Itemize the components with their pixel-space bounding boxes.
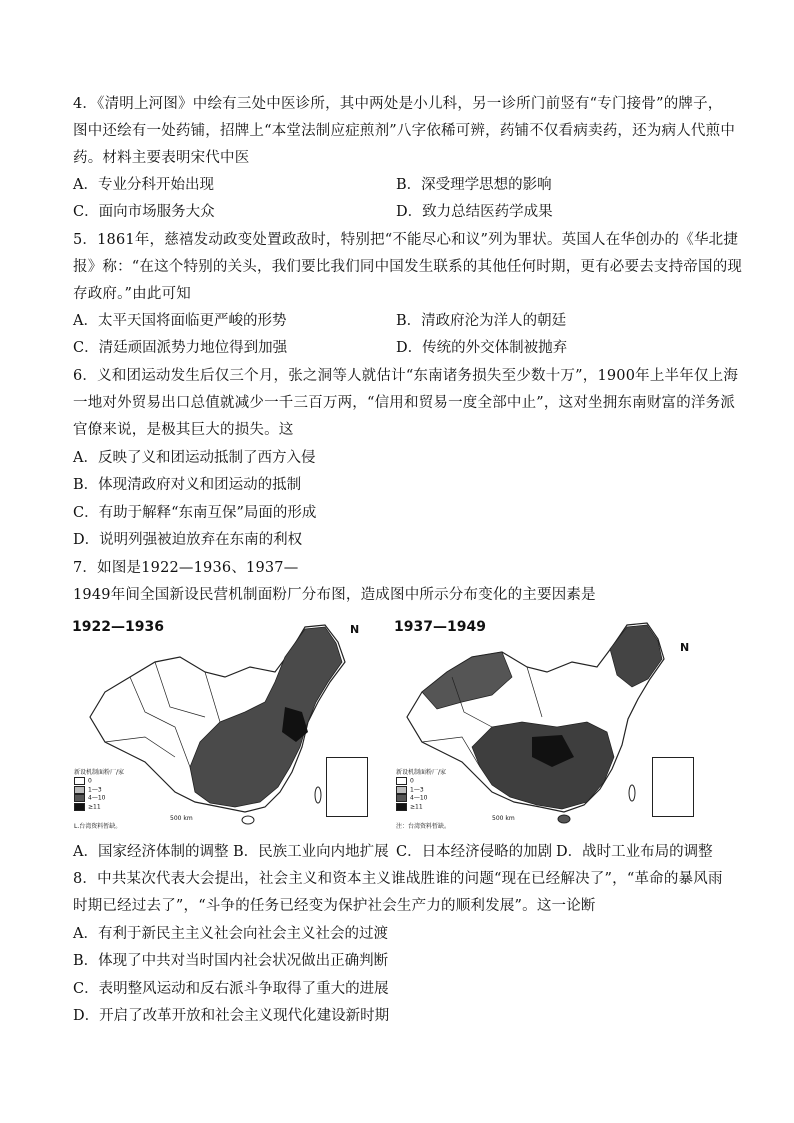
q5-option-c[interactable]: C．清廷顽固派势力地位得到加强 (73, 340, 288, 356)
map1-legend (74, 769, 124, 811)
q8-option-c[interactable]: C．表明整风运动和反右派斗争取得了重大的进展 (73, 981, 389, 997)
map1-scale: 500 km (170, 815, 193, 822)
map1-legend-2: 4—10 (88, 794, 106, 802)
map2-legend-0: 0 (410, 777, 414, 785)
q5-stem-line-2: 报》称：“在这个特别的关头，我们要比我们同中国发生联系的其他任何时期，更有必要去支持帝国的现 (73, 259, 743, 275)
q7-option-d[interactable]: D．战时工业布局的调整 (556, 844, 713, 860)
map2-title: 1937—1949 (394, 619, 486, 635)
map2-scale: 500 km (492, 815, 515, 822)
q5-stem-line-1: 5．1861年，慈禧发动政变处置政敌时，特别把“不能尽心和议”列为罪状。英国人在华创办的《华北捷 (73, 232, 739, 248)
q4-stem-line-2: 图中还绘有一处药铺，招牌上“本堂法制应症煎剂”八字依稀可辨，药铺不仅看病卖药，还为病人代煎中 (73, 123, 736, 139)
map2-south-sea-inset (652, 757, 694, 817)
map1-legend-title: 新设机制面粉厂/家 (74, 769, 125, 776)
map1-legend-0: 0 (88, 777, 92, 785)
map-1922-1936 (70, 617, 380, 832)
q4-option-a[interactable]: A．专业分科开始出现 (73, 177, 214, 193)
q5-option-d[interactable]: D．传统的外交体制被抛弃 (396, 340, 568, 356)
q8-stem-line-1: 8．中共某次代表大会提出，社会主义和资本主义谁战胜谁的问题“现在已经解决了”，“革命的暴风雨 (73, 871, 723, 887)
q5-option-b[interactable]: B．清政府沦为洋人的朝廷 (396, 313, 567, 329)
map-1937-1949 (392, 617, 702, 832)
q4-stem-line-3: 药。材料主要表明宋代中医 (73, 150, 250, 166)
q4-option-c[interactable]: C．面向市场服务大众 (73, 204, 215, 220)
map2-legend-1: 1—3 (410, 786, 424, 793)
q7-stem-line-1: 7．如图是1922—1936、1937— (73, 560, 299, 576)
q4-stem-line-1: 4．《清明上河图》中绘有三处中医诊所，其中两处是小儿科，另一诊所门前竖有“专门接骨”的牌子， (73, 96, 723, 112)
q6-stem-line-2: 一地对外贸易出口总值就减少一千三百万两，“信用和贸易一度全部中止”，这对坐拥东南财富的洋务派 (73, 395, 736, 411)
q7-option-a[interactable]: A．国家经济体制的调整 (73, 844, 229, 860)
q8-option-b[interactable]: B．体现了中共对当时国内社会状况做出正确判断 (73, 953, 389, 969)
q4-option-d[interactable]: D．致力总结医药学成果 (396, 204, 553, 220)
map2-note: 注：台湾资料暂缺。 (396, 823, 451, 830)
q8-stem-line-2: 时期已经过去了”，“斗争的任务已经变为保护社会生产力的顺利发展”。这一论断 (73, 898, 596, 914)
q5-stem-line-3: 存政府。”由此可知 (73, 286, 191, 302)
q6-option-c[interactable]: C．有助于解释“东南互保”局面的形成 (73, 505, 317, 521)
map2-legend-title: 新设机制面粉厂/家 (396, 769, 447, 776)
q6-option-d[interactable]: D．说明列强被迫放弃在东南的利权 (73, 532, 303, 548)
map2-legend-2: 4—10 (410, 794, 428, 802)
q8-option-a[interactable]: A．有利于新民主主义社会向社会主义社会的过渡 (73, 926, 388, 942)
q6-option-a[interactable]: A．反映了义和团运动抵制了西方入侵 (73, 450, 316, 466)
map2-legend (396, 769, 446, 811)
q8-option-d[interactable]: D．开启了改革开放和社会主义现代化建设新时期 (73, 1008, 390, 1024)
q6-stem-line-1: 6．义和团运动发生后仅三个月，张之洞等人就估计“东南诸务损失至少数十万”，1900年上半年仅上海 (73, 368, 739, 384)
map1-legend-3: ≥11 (88, 803, 101, 810)
q7-stem-line-2: 1949年间全国新设民营机制面粉厂分布图，造成图中所示分布变化的主要因素是 (73, 587, 596, 603)
map1-title: 1922—1936 (72, 619, 164, 635)
map2-legend-3: ≥11 (410, 803, 423, 810)
map1-north-arrow: N (350, 623, 360, 636)
q7-option-c[interactable]: C．日本经济侵略的加剧 (396, 844, 553, 860)
q5-option-a[interactable]: A．太平天国将面临更严峻的形势 (73, 313, 287, 329)
map1-south-sea-inset (326, 757, 368, 817)
q6-option-b[interactable]: B．体现清政府对义和团运动的抵制 (73, 477, 302, 493)
map1-legend-1: 1—3 (88, 786, 102, 793)
q6-stem-line-3: 官僚来说，是极其巨大的损失。这 (73, 422, 294, 438)
map1-note: L.台湾资料暂缺。 (74, 823, 122, 830)
map2-north-arrow: N (680, 641, 690, 654)
q4-option-b[interactable]: B．深受理学思想的影响 (396, 177, 552, 193)
q7-option-b[interactable]: B．民族工业向内地扩展 (233, 844, 389, 860)
